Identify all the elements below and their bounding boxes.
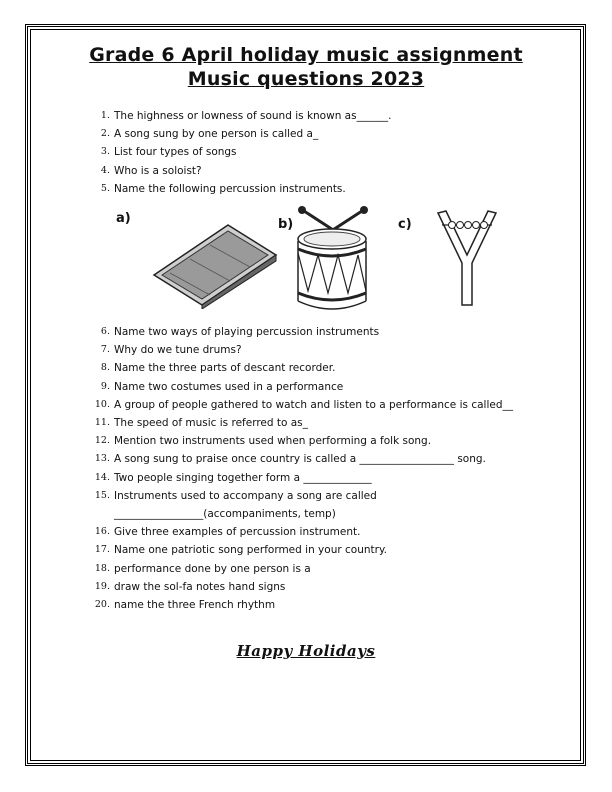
question-text: Give three examples of percussion instrument.: [114, 526, 361, 539]
question-text: A song sung to praise once country is called a __________________ song.: [114, 453, 486, 466]
question-item: [92, 450, 513, 468]
question-text: Who is a soloist?: [114, 164, 202, 177]
question-number: 1.: [100, 110, 110, 121]
question-item: [92, 596, 513, 614]
rattle-icon: [432, 205, 502, 310]
question-number: 3.: [100, 146, 110, 158]
question-number: 19.: [94, 580, 110, 592]
question-item: [92, 359, 513, 377]
question-item: [92, 432, 513, 450]
question-text: Name two ways of playing percussion instruments: [114, 326, 380, 338]
question-item: [92, 396, 513, 414]
question-item: [92, 541, 513, 559]
question-text: Name one patriotic song performed in your country.: [114, 544, 387, 557]
question-text: The speed of music is referred to as_: [114, 417, 308, 430]
question-text: draw the sol-fa notes hand signs: [114, 580, 286, 593]
question-item: [92, 469, 513, 487]
question-text: Instruments used to accompany a song are called: [114, 489, 377, 502]
question-item: [92, 578, 513, 596]
question-item: [92, 180, 391, 198]
question-item: [92, 560, 513, 578]
question-number: 12.: [94, 435, 110, 447]
question-text: The highness or lowness of sound is known as______.: [114, 110, 392, 122]
question-item: [92, 162, 391, 180]
question-list-1: [92, 107, 391, 198]
question-number: 13.: [94, 453, 110, 465]
question-number: 5.: [100, 182, 110, 194]
question-number: 2.: [100, 128, 110, 140]
question-number: 8.: [100, 362, 110, 374]
question-item: [92, 125, 391, 143]
question-text: Mention two instruments used when performing a folk song.: [114, 435, 432, 448]
question-number: 9.: [100, 380, 110, 392]
question-item: [92, 341, 513, 359]
xylophone-icon: [150, 217, 280, 309]
picture-label-c: c): [398, 217, 412, 232]
question-text: Why do we tune drums?: [114, 344, 242, 357]
title-line-2: Music questions 2023: [187, 68, 425, 90]
title-line-1: Grade 6 April holiday music assignment: [89, 44, 523, 66]
question-item: [92, 487, 513, 505]
question-text: List four types of songs: [114, 146, 237, 159]
question-text: Name the three parts of descant recorder.: [114, 362, 336, 375]
question-item: [92, 505, 513, 523]
question-item: [92, 414, 513, 432]
question-text: Two people singing together form a _____________: [114, 471, 372, 484]
question-number: 15.: [94, 489, 110, 501]
question-number: 10.: [94, 398, 110, 410]
instrument-pictures: [110, 205, 530, 315]
question-number: 6.: [100, 326, 110, 337]
question-text: A song sung by one person is called a_: [114, 128, 319, 141]
question-number: 17.: [94, 544, 110, 556]
question-number: 4.: [100, 164, 110, 176]
question-text: _________________(accompaniments, temp): [114, 508, 336, 521]
question-text: name the three French rhythm: [114, 599, 276, 612]
drum-icon: [292, 205, 372, 315]
question-item: [92, 378, 513, 396]
question-text: Name the following percussion instruments.: [114, 182, 346, 195]
question-number: 16.: [94, 526, 110, 538]
question-text: Name two costumes used in a performance: [114, 380, 344, 393]
question-text: performance done by one person is a: [114, 562, 311, 575]
question-list-2: [92, 323, 513, 614]
question-number: 7.: [100, 344, 110, 356]
picture-label-b: b): [278, 217, 294, 232]
picture-label-a: a): [116, 211, 131, 226]
question-number: 20.: [94, 599, 110, 611]
question-item: [92, 323, 513, 341]
question-text: A group of people gathered to watch and listen to a performance is called__: [114, 398, 513, 411]
question-number: 11.: [94, 417, 110, 429]
question-item: [92, 143, 391, 161]
question-item: [92, 107, 391, 125]
question-number: 14.: [94, 471, 110, 483]
footer-greeting: Happy Holidays: [236, 642, 376, 660]
question-number: 18.: [94, 562, 110, 574]
question-item: [92, 523, 513, 541]
